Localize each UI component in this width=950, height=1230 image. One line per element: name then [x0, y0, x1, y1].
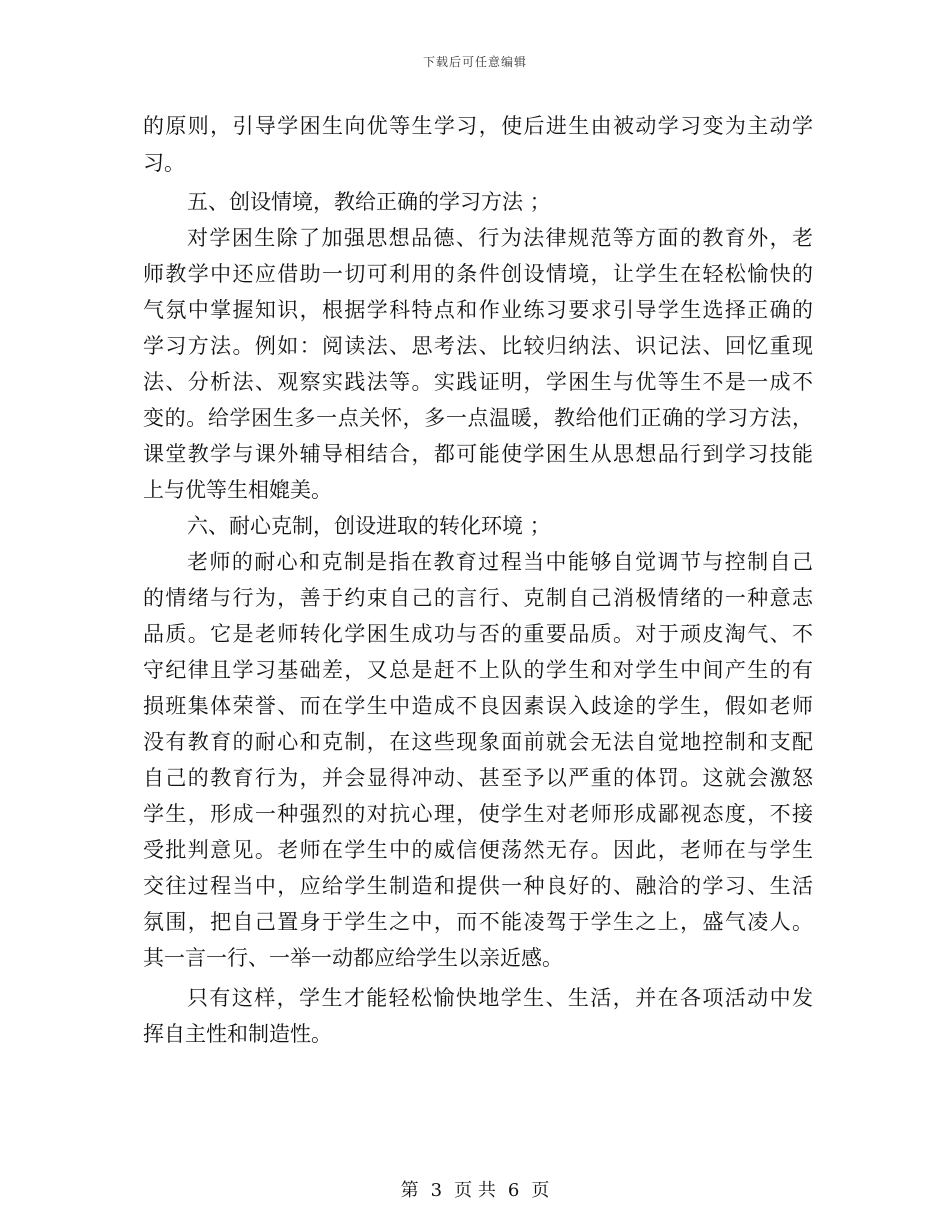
section-heading: 六、耐心克制，创设进取的转化环境 ； — [187, 514, 551, 538]
page-header: 下载后可任意编辑 — [422, 55, 527, 69]
text-line: 只有这样，学生才能轻松愉快地学生、生活，并在各项活动中发 — [187, 986, 813, 1010]
text-line: 变的。给学困生多一点关怀，多一点温暖，教给他们正确的学习方法， — [143, 406, 813, 430]
text-line: 习。 — [143, 151, 185, 175]
page-footer — [0, 1176, 950, 1202]
text-line: 挥自主性和制造性。 — [143, 1022, 332, 1046]
text-line: 师教学中还应借助一切可利用的条件创设情境，让学生在轻松愉快的 — [143, 262, 813, 286]
text-line: 没有教育的耐心和克制，在这些现象面前就会无法自觉地控制和支配 — [143, 730, 813, 754]
document-body — [143, 108, 813, 1052]
footer-mid: 页 共 — [454, 1180, 496, 1201]
footer-suffix: 页 — [531, 1180, 550, 1201]
text-line: 损班集体荣誉、而在学生中造成不良因素误入歧途的学生，假如老师 — [143, 694, 813, 718]
text-line: 守纪律且学习基础差，又总是赶不上队的学生和对学生中间产生的有 — [143, 658, 813, 682]
footer-prefix: 第 — [400, 1180, 419, 1201]
footer-page-number: 3 — [430, 1180, 443, 1201]
text-line: 受批判意见。老师在学生中的威信便荡然无存。因此，老师在与学生 — [143, 838, 813, 862]
text-line: 的原则，引导学困生向优等生学习，使后进生由被动学习变为主动学 — [143, 114, 813, 138]
text-line: 上与优等生相媲美。 — [143, 478, 332, 502]
text-line: 气氛中掌握知识，根据学科特点和作业练习要求引导学生选择正确的 — [143, 298, 813, 322]
text-line: 氛围，把自己置身于学生之中，而不能凌驾于学生之上，盛气凌人。 — [143, 910, 813, 934]
text-line: 课堂教学与课外辅导相结合，都可能使学困生从思想品行到学习技能 — [143, 442, 813, 466]
text-line: 老师的耐心和克制是指在教育过程当中能够自觉调节与控制自己 — [187, 550, 813, 574]
text-line: 对学困生除了加强思想品德、行为法律规范等方面的教育外，老 — [187, 226, 813, 250]
text-line: 交往过程当中，应给学生制造和提供一种良好的、融洽的学习、生活 — [143, 874, 813, 898]
text-line: 学习方法。例如：阅读法、思考法、比较归纳法、识记法、回忆重现 — [143, 334, 813, 358]
text-line: 其一言一行、一举一动都应给学生以亲近感。 — [143, 946, 563, 970]
text-line: 法、分析法、观察实践法等。实践证明，学困生与优等生不是一成不 — [143, 370, 813, 394]
section-heading: 五、创设情境，教给正确的学习方法 ； — [187, 190, 551, 214]
text-line: 的情绪与行为，善于约束自己的言行、克制自己消极情绪的一种意志 — [143, 586, 813, 610]
text-line: 品质。它是老师转化学困生成功与否的重要品质。对于顽皮淘气、不 — [143, 622, 813, 646]
text-line: 自己的教育行为，并会显得冲动、甚至予以严重的体罚。这就会激怒 — [143, 766, 813, 790]
text-line: 学生，形成一种强烈的对抗心理，使学生对老师形成鄙视态度，不接 — [143, 802, 813, 826]
footer-total-pages: 6 — [507, 1180, 520, 1201]
